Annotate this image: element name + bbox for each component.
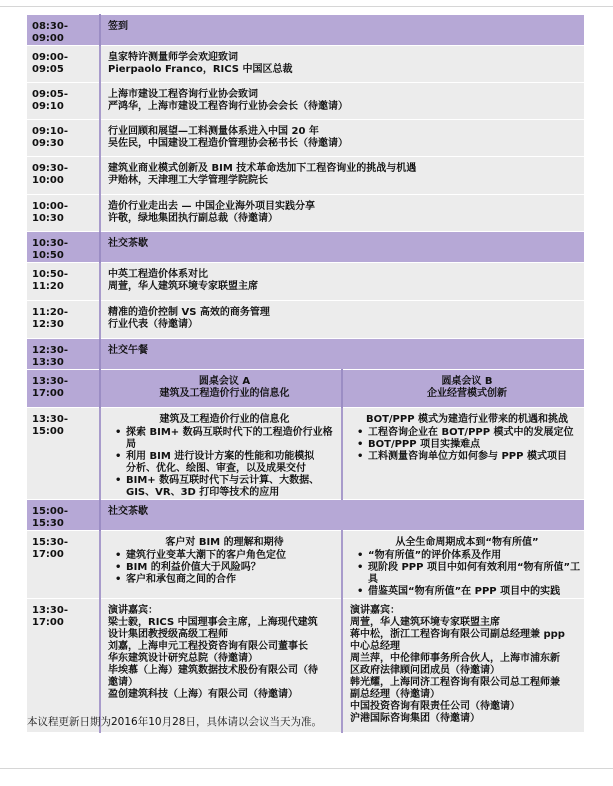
agenda-row bbox=[27, 232, 584, 263]
list-item: • 建筑行业变革大潮下的客户角色定位 bbox=[126, 550, 341, 562]
session-title: 客户对 BIM 的理解和期待 bbox=[165, 537, 284, 548]
list-item: • 工程咨询企业在 BOT/PPP 模式中的发展定位 bbox=[368, 427, 584, 439]
time-cell: 10:30-10:50 bbox=[27, 232, 100, 263]
list-item: • 现阶段 PPP 项目中如何有效利用“物有所值”工具 bbox=[368, 562, 584, 586]
speaker-line: 邀请） bbox=[108, 677, 138, 688]
session-speaker: 尹贻林，天津理工大学管理学院院长 bbox=[108, 175, 268, 186]
speaker-line: 设计集团教授级高级工程师 bbox=[108, 629, 228, 640]
speaker-line: 区政府法律顾问团成员（待邀请） bbox=[350, 665, 500, 676]
list-item: • BOT/PPP 项目实操难点 bbox=[368, 439, 584, 451]
session-speaker: 周萱，华人建筑环境专家联盟主席 bbox=[108, 281, 258, 292]
speaker-line: 梁士毅，RICS 中国理事会主席，上海现代建筑 bbox=[108, 617, 318, 628]
roundtable-a-header bbox=[100, 370, 342, 408]
speakers-a bbox=[100, 599, 342, 733]
agenda-row bbox=[27, 370, 584, 408]
speakers-label: 演讲嘉宾： bbox=[350, 605, 400, 616]
session-title: 签到 bbox=[100, 15, 584, 46]
time-cell: 10:00-10:30 bbox=[27, 195, 100, 232]
session-cell bbox=[100, 46, 584, 83]
session-speaker: 许敬，绿地集团执行副总裁（待邀请） bbox=[108, 213, 278, 224]
speaker-line: 韩光耀，上海同济工程咨询有限公司总工程师兼 bbox=[350, 677, 560, 688]
speaker-line: 周萱，华人建筑环境专家联盟主席 bbox=[350, 617, 500, 628]
time-cell: 09:05-09:10 bbox=[27, 83, 100, 120]
list-item: • 利用 BIM 进行设计方案的性能和功能模拟 分析、优化、绘图、审查，以及成果交付 bbox=[126, 451, 341, 475]
roundtable-b-topic: 企业经营模式创新 bbox=[427, 388, 507, 399]
session-cell bbox=[100, 120, 584, 157]
agenda-row bbox=[27, 195, 584, 232]
time-cell: 13:30-17:00 bbox=[27, 370, 100, 408]
bullet-list bbox=[108, 550, 341, 586]
list-item: • 客户和承包商之间的合作 bbox=[126, 574, 341, 586]
time-cell: 15:00-15:30 bbox=[27, 500, 100, 531]
agenda-row bbox=[27, 408, 584, 500]
time-cell: 13:30-17:00 bbox=[27, 599, 100, 733]
bullet-list bbox=[350, 550, 584, 598]
roundtable-a-session bbox=[100, 408, 342, 500]
session-title: 从全生命周期成本到“物有所值” bbox=[395, 537, 539, 548]
top-divider bbox=[0, 6, 613, 7]
speaker-line: 华东建筑设计研究总院（待邀请） bbox=[108, 653, 258, 664]
agenda-row bbox=[27, 157, 584, 195]
bullet-list bbox=[108, 427, 341, 499]
time-cell: 15:30-17:00 bbox=[27, 531, 100, 599]
session-cell bbox=[100, 83, 584, 120]
time-cell: 12:30-13:30 bbox=[27, 339, 100, 370]
agenda-row bbox=[27, 263, 584, 301]
roundtable-a-topic: 建筑及工程造价行业的信息化 bbox=[159, 388, 290, 399]
agenda-row bbox=[27, 599, 584, 733]
speaker-line: 周兰萍，中伦律师事务所合伙人，上海市浦东新 bbox=[350, 653, 560, 664]
roundtable-a-session bbox=[100, 531, 342, 599]
session-speaker: 严鸿华，上海市建设工程咨询行业协会会长（待邀请） bbox=[108, 101, 348, 112]
speaker-line: 刘嘉，上海申元工程投资咨询有限公司董事长 bbox=[108, 641, 308, 652]
list-item: • BIM+ 数码互联时代下与云计算、大数据、 GIS、VR、3D 打印等技术的应用 bbox=[126, 475, 341, 499]
session-cell bbox=[100, 301, 584, 339]
session-title: 社交午餐 bbox=[100, 339, 584, 370]
speaker-line: 盈创建筑科技（上海）有限公司（待邀请） bbox=[108, 689, 298, 700]
speaker-line: 中心总经理 bbox=[350, 641, 400, 652]
agenda-row bbox=[27, 15, 584, 46]
session-speaker: Pierpaolo Franco，RICS 中国区总裁 bbox=[108, 64, 293, 75]
session-cell bbox=[100, 195, 584, 232]
session-title: 上海市建设工程咨询行业协会致词 bbox=[108, 89, 258, 100]
speaker-line: 蒋中松，浙江工程咨询有限公司副总经理兼 ppp bbox=[350, 629, 565, 640]
agenda-row bbox=[27, 500, 584, 531]
roundtable-b-header bbox=[342, 370, 584, 408]
speakers-label: 演讲嘉宾： bbox=[108, 605, 158, 616]
list-item: • 工料测量咨询单位方如何参与 PPP 模式项目 bbox=[368, 451, 584, 463]
time-cell: 11:20-12:30 bbox=[27, 301, 100, 339]
session-title: 建筑业商业模式创新及 BIM 技术革命迭加下工程咨询业的挑战与机遇 bbox=[108, 163, 417, 174]
session-title: 精准的造价控制 VS 高效的商务管理 bbox=[108, 307, 270, 318]
agenda-row bbox=[27, 46, 584, 83]
speaker-line: 毕埃慕（上海）建筑数据技术股份有限公司（待 bbox=[108, 665, 318, 676]
session-title: 社交茶歇 bbox=[100, 232, 584, 263]
agenda-row bbox=[27, 301, 584, 339]
time-cell: 13:30-15:00 bbox=[27, 408, 100, 500]
time-cell: 08:30-09:00 bbox=[27, 15, 100, 46]
speaker-line: 副总经理（待邀请） bbox=[350, 689, 440, 700]
session-speaker: 行业代表（待邀请） bbox=[108, 319, 198, 330]
agenda-row bbox=[27, 339, 584, 370]
update-note: 本议程更新日期为2016年10月28日，具体请以会议当天为准。 bbox=[27, 716, 322, 728]
session-title: 建筑及工程造价行业的信息化 bbox=[159, 414, 290, 425]
list-item: • 借鉴英国“物有所值”在 PPP 项目中的实践 bbox=[368, 586, 584, 598]
bottom-divider bbox=[0, 768, 613, 769]
roundtable-b-label: 圆桌会议 B bbox=[441, 376, 493, 387]
session-speaker: 吴佐民，中国建设工程造价管理协会秘书长（待邀请） bbox=[108, 138, 348, 149]
list-item: • “物有所值”的评价体系及作用 bbox=[368, 550, 584, 562]
session-title: 社交茶歇 bbox=[100, 500, 584, 531]
list-item: • 探索 BIM+ 数码互联时代下的工程造价行业格局 bbox=[126, 427, 341, 451]
time-cell: 09:30-10:00 bbox=[27, 157, 100, 195]
session-cell bbox=[100, 157, 584, 195]
roundtable-b-session bbox=[342, 408, 584, 500]
list-item: • BIM 的利益价值大于风险吗？ bbox=[126, 562, 341, 574]
session-title: 造价行业走出去 — 中国企业海外项目实践分享 bbox=[108, 201, 315, 212]
session-title: 皇家特许测量师学会欢迎致词 bbox=[108, 52, 238, 63]
session-title: 中英工程造价体系对比 bbox=[108, 269, 208, 280]
roundtable-a-label: 圆桌会议 A bbox=[198, 376, 251, 387]
time-cell: 09:00-09:05 bbox=[27, 46, 100, 83]
speakers-b bbox=[342, 599, 584, 733]
agenda-row bbox=[27, 531, 584, 599]
session-cell bbox=[100, 263, 584, 301]
speaker-line: 中国投资咨询有限责任公司（待邀请） bbox=[350, 701, 520, 712]
bullet-list bbox=[350, 427, 584, 463]
session-title: BOT/PPP 模式为建造行业带来的机遇和挑战 bbox=[365, 414, 569, 425]
session-title: 行业回顾和展望—工料测量体系进入中国 20 年 bbox=[108, 126, 319, 137]
time-cell: 09:10-09:30 bbox=[27, 120, 100, 157]
agenda-row bbox=[27, 83, 584, 120]
speaker-line: 沪港国际咨询集团（待邀请） bbox=[350, 713, 480, 724]
agenda-row bbox=[27, 120, 584, 157]
agenda-table bbox=[27, 14, 584, 733]
roundtable-b-session bbox=[342, 531, 584, 599]
time-cell: 10:50-11:20 bbox=[27, 263, 100, 301]
